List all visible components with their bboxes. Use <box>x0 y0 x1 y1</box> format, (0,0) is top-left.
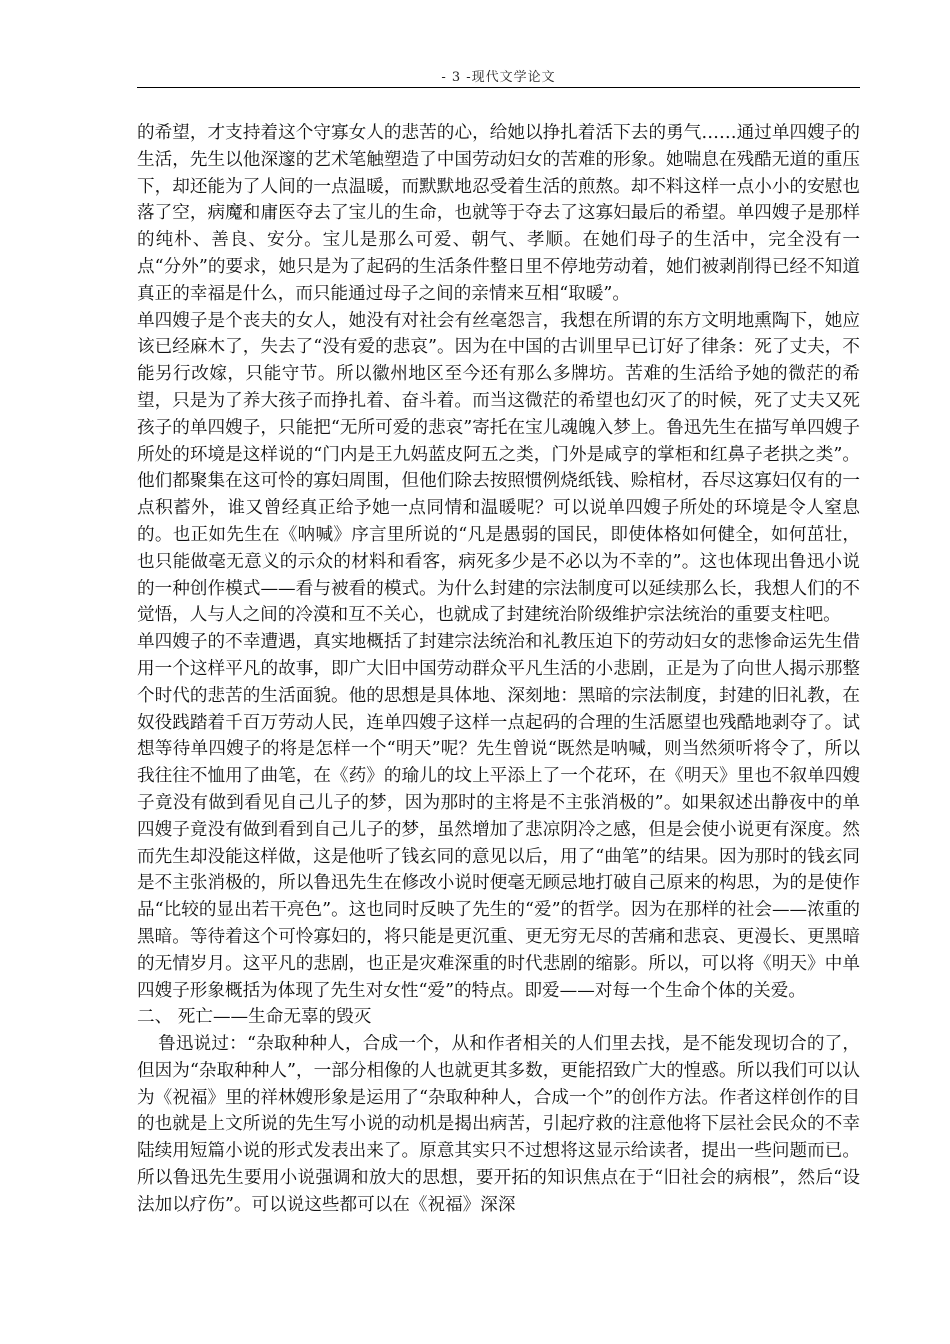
section-heading: 二、 死亡——生命无辜的毁灭 <box>137 1007 372 1028</box>
header-rule <box>137 87 860 88</box>
page-header: - 3 -现代文学论文 <box>441 70 556 85</box>
paragraph: 单四嫂子是个丧夫的女人，她没有对社会有丝毫怨言，我想在所谓的东方文明地熏陶下，她应该已经麻木了，失去了“没有爱的悲哀”。因为在中国的古训里早已订好了律条：死了丈夫，不能另行改嫁，只能守节。所以徽州地区至今还有那么多牌坊。苦难的生活给予她的微茫的希望，只是为了养大孩子而挣扎着、奋斗着。而当这微茫的希望也幻灭了的时候，死了丈夫又死孩子的单四嫂子，只能把“无所可爱的悲哀”寄托在宝儿魂魄入梦上。鲁迅先生在描写单四嫂子所处的环境是这样说的“门内是王九妈蓝皮阿五之类，门外是咸亨的掌柜和红鼻子老拱之类”。他们都聚集在这可怜的寡妇周围，但他们除去按照惯例烧纸钱、赊棺材，吞尽这寡妇仅有的一点积蓄外，谁又曾经真正给予她一点同情和温暖呢？可以说单四嫂子所处的环境是令人窒息的。也正如先生在《呐喊》序言里所说的“凡是愚弱的国民，即使体格如何健全，如何茁壮，也只能做毫无意义的示众的材料和看客，病死多少是不必以为不幸的”。这也体现出鲁迅小说的一种创作模式——看与被看的模式。为什么封建的宗法制度可以延续那么长，我想人们的不觉悟，人与人之间的冷漠和互不关心，也就成了封建统治阶级维护宗法统治的重要支柱吧。 <box>137 310 860 626</box>
document-body <box>137 120 860 1219</box>
paragraph: 单四嫂子的不幸遭遇，真实地概括了封建宗法统治和礼教压迫下的劳动妇女的悲惨命运先生借用一个这样平凡的故事，即广大旧中国劳动群众平凡生活的小悲剧，正是为了向世人揭示那整个时代的悲苦的生活面貌。他的思想是具体地、深刻地：黑暗的宗法制度，封建的旧礼教，在奴役践踏着千百万劳动人民，连单四嫂子这样一点起码的合理的生活愿望也残酷地剥夺了。试想等待单四嫂子的将是怎样一个“明天”呢？先生曾说“既然是呐喊，则当然须听将令了，所以我往往不恤用了曲笔，在《药》的瑜儿的坟上平添上了一个花环，在《明天》里也不叙单四嫂子竟没有做到看见自己儿子的梦，因为那时的主将是不主张消极的”。如果叙述出静夜中的单四嫂子竟没有做到看到自己儿子的梦，虽然增加了悲凉阴冷之感，但是会使小说更有深度。然而先生却没能这样做，这是他听了钱玄同的意见以后，用了“曲笔”的结果。因为那时的钱玄同是不主张消极的，所以鲁迅先生在修改小说时便毫无顾忌地打破自己原来的构思，为的是使作品“比较的显出若干亮色”。这也同时反映了先生的“爱”的哲学。因为在那样的社会——浓重的黑暗。等待着这个可怜寡妇的，将只能是更沉重、更无穷无尽的苦痛和悲哀、更漫长、更黑暗的无情岁月。这平凡的悲剧，也正是灾难深重的时代悲剧的缩影。所以，可以将《明天》中单四嫂子形象概括为体现了先生对女性“爱”的特点。即爱——对每一个生命个体的关爱。 <box>137 632 860 1001</box>
paragraph: 鲁迅说过：“杂取种种人，合成一个，从和作者相关的人们里去找，是不能发现切合的了，但因为“杂取种种人”，一部分相像的人也就更其多数，更能招致广大的惶惑。所以我们可以认为《祝福》里的祥林嫂形象是运用了“杂取种种人，合成一个”的创作方法。作者这样创作的目的也就是上文所说的先生写小说的动机是揭出病苦，引起疗救的注意他将下层社会民众的不幸陆续用短篇小说的形式发表出来了。原意其实只不过想将这显示给读者，提出一些问题而已。所以鲁迅先生要用小说强调和放大的思想，要开拓的知识焦点在于“旧社会的病根”，然后“设法加以疗伤”。可以说这些都可以在《祝福》深深 <box>137 1034 860 1215</box>
paragraph: 的希望，才支持着这个守寡女人的悲苦的心，给她以挣扎着活下去的勇气……通过单四嫂子的生活，先生以他深邃的艺术笔触塑造了中国劳动妇女的苦难的形象。她喘息在残酷无道的重压下，却还能为了人间的一点温暖，而默默地忍受着生活的煎熬。却不料这样一点小小的安慰也落了空，病魔和庸医夺去了宝儿的生命，也就等于夺去了这寡妇最后的希望。单四嫂子是那样的纯朴、善良、安分。宝儿是那么可爱、朝气、孝顺。在她们母子的生活中，完全没有一点“分外”的要求，她只是为了起码的生活条件整日里不停地劳动着，她们被剥削得已经不知道真正的幸福是什么，而只能通过母子之间的亲情来互相“取暖”。 <box>137 123 860 304</box>
